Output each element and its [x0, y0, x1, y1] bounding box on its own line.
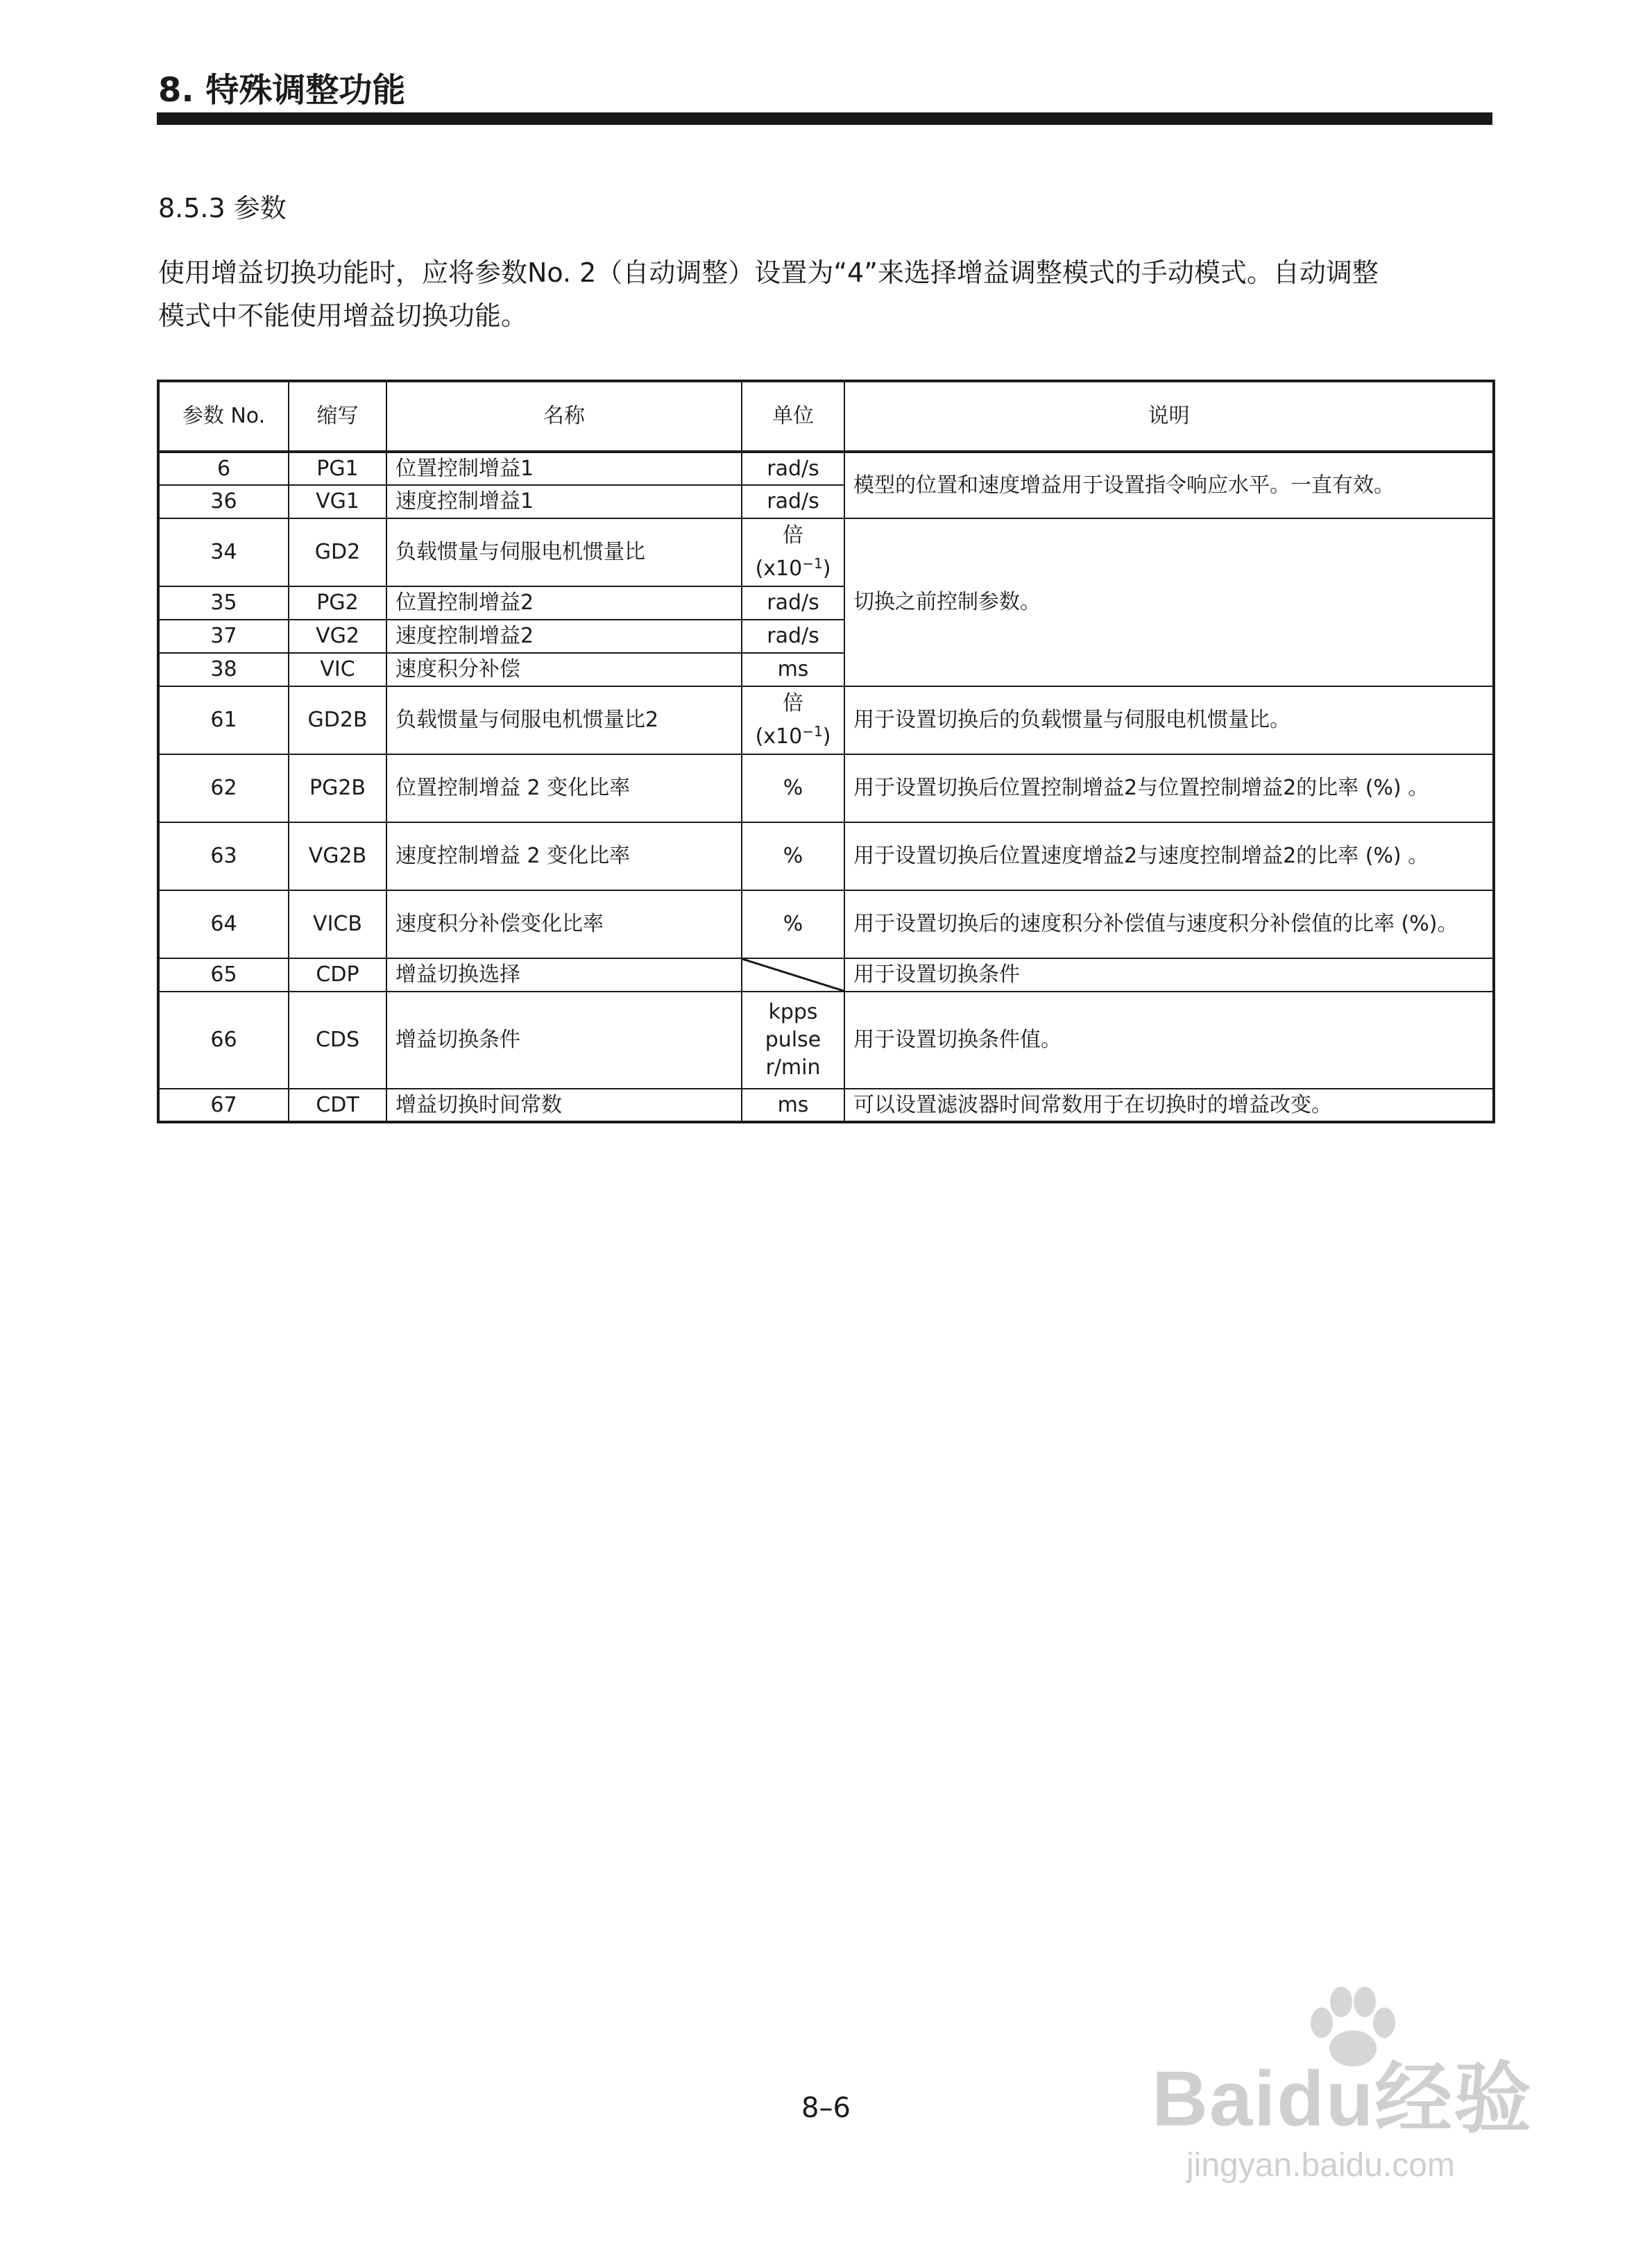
- intro-line-2: 模式中不能使用增益切换功能。: [158, 300, 528, 331]
- param-description: 用于设置切换后的速度积分补偿值与速度积分补偿值的比率 (%)。: [844, 890, 1494, 958]
- param-abbr: VIC: [289, 653, 386, 686]
- param-no: 37: [158, 620, 289, 653]
- param-name: 位置控制增益1: [386, 452, 742, 485]
- header-name: 名称: [386, 381, 742, 452]
- param-unit-not-applicable: [742, 958, 844, 992]
- param-unit: rad/s: [742, 452, 844, 485]
- param-name: 增益切换条件: [386, 992, 742, 1089]
- table-row: [158, 686, 1494, 754]
- param-description: 用于设置切换条件: [844, 958, 1494, 992]
- table-row: [158, 958, 1494, 992]
- param-abbr: CDS: [289, 992, 386, 1089]
- param-no: 64: [158, 890, 289, 958]
- table-row: [158, 518, 1494, 586]
- header-unit: 单位: [742, 381, 844, 452]
- watermark-brand: [1152, 2057, 1533, 2141]
- param-abbr: PG2B: [289, 754, 386, 822]
- param-no: 35: [158, 586, 289, 620]
- param-no: 65: [158, 958, 289, 992]
- unit-exponent: −1: [802, 723, 823, 740]
- param-no: 38: [158, 653, 289, 686]
- param-description: 用于设置切换后位置控制增益2与位置控制增益2的比率 (%) 。: [844, 754, 1494, 822]
- header-description: 说明: [844, 381, 1494, 452]
- param-unit: ms: [742, 1089, 844, 1122]
- param-name: 速度控制增益1: [386, 485, 742, 518]
- intro-paragraph: [158, 251, 1494, 337]
- param-no: 6: [158, 452, 289, 485]
- unit-line: kpps: [768, 1000, 818, 1024]
- param-abbr: CDP: [289, 958, 386, 992]
- unit-line: [751, 717, 835, 751]
- table-row: [158, 754, 1494, 822]
- param-name: 速度控制增益 2 变化比率: [386, 822, 742, 890]
- header-abbreviation: 缩写: [289, 381, 386, 452]
- param-no: 67: [158, 1089, 289, 1122]
- param-no: 62: [158, 754, 289, 822]
- intro-line-1: 使用增益切换功能时，应将参数No. 2（自动调整）设置为“4”来选择增益调整模式的手动模式。自动调整: [158, 257, 1379, 288]
- param-description: 用于设置切换后位置速度增益2与速度控制增益2的比率 (%) 。: [844, 822, 1494, 890]
- param-no: 61: [158, 686, 289, 754]
- unit-base: (x10: [755, 724, 803, 749]
- param-description: 可以设置滤波器时间常数用于在切换时的增益改变。: [844, 1089, 1494, 1122]
- param-abbr: PG2: [289, 586, 386, 620]
- param-name: 增益切换时间常数: [386, 1089, 742, 1122]
- param-unit: %: [742, 754, 844, 822]
- unit-close: ): [822, 724, 831, 749]
- param-abbr: VG2: [289, 620, 386, 653]
- table-row: [158, 992, 1494, 1089]
- unit-line: pulse: [765, 1028, 821, 1052]
- param-unit: rad/s: [742, 620, 844, 653]
- param-unit: rad/s: [742, 485, 844, 518]
- unit-line: [751, 550, 835, 583]
- section-heading: 8.5.3 参数: [158, 193, 287, 223]
- unit-close: ): [822, 557, 831, 581]
- param-no: 66: [158, 992, 289, 1089]
- table-header-row: [158, 381, 1494, 452]
- param-name: 增益切换选择: [386, 958, 742, 992]
- table-row: [158, 890, 1494, 958]
- param-unit: [742, 686, 844, 754]
- chapter-title-rule: [157, 112, 1492, 125]
- header-param-no: 参数 No.: [158, 381, 289, 452]
- param-unit: rad/s: [742, 586, 844, 620]
- unit-exponent: −1: [802, 555, 823, 572]
- table-row: [158, 1089, 1494, 1122]
- param-abbr: CDT: [289, 1089, 386, 1122]
- param-no: 34: [158, 518, 289, 586]
- param-name: 负载惯量与伺服电机惯量比: [386, 518, 742, 586]
- param-description: 模型的位置和速度增益用于设置指令响应水平。一直有效。: [844, 452, 1494, 518]
- param-abbr: VICB: [289, 890, 386, 958]
- param-unit: [742, 992, 844, 1089]
- table-row: [158, 822, 1494, 890]
- param-no: 63: [158, 822, 289, 890]
- watermark-brand-cn: 经验: [1374, 2055, 1533, 2142]
- param-description: 切换之前控制参数。: [844, 518, 1494, 686]
- param-description: 用于设置切换后的负载惯量与伺服电机惯量比。: [844, 686, 1494, 754]
- watermark-url: jingyan.baidu.com: [1186, 2147, 1455, 2184]
- unit-base: (x10: [755, 557, 803, 581]
- param-abbr: VG1: [289, 485, 386, 518]
- param-abbr: GD2: [289, 518, 386, 586]
- page-number: 8–6: [801, 2092, 851, 2124]
- param-no: 36: [158, 485, 289, 518]
- param-abbr: VG2B: [289, 822, 386, 890]
- param-abbr: GD2B: [289, 686, 386, 754]
- parameter-table: [157, 380, 1495, 1123]
- param-unit: [742, 518, 844, 586]
- param-unit: ms: [742, 653, 844, 686]
- unit-line: 倍: [783, 691, 803, 715]
- param-abbr: PG1: [289, 452, 386, 485]
- baidu-jingyan-watermark: [1138, 1985, 1568, 2186]
- param-description: 用于设置切换条件值。: [844, 992, 1494, 1089]
- param-unit: %: [742, 822, 844, 890]
- param-name: 位置控制增益 2 变化比率: [386, 754, 742, 822]
- param-name: 速度积分补偿: [386, 653, 742, 686]
- unit-line: 倍: [783, 523, 803, 547]
- param-name: 位置控制增益2: [386, 586, 742, 620]
- chapter-title: 8. 特殊调整功能: [158, 71, 406, 110]
- param-name: 速度控制增益2: [386, 620, 742, 653]
- unit-line: r/min: [765, 1055, 821, 1080]
- param-name: 负载惯量与伺服电机惯量比2: [386, 686, 742, 754]
- table-row: [158, 452, 1494, 485]
- param-name: 速度积分补偿变化比率: [386, 890, 742, 958]
- param-unit: %: [742, 890, 844, 958]
- watermark-brand-latin: Baidu: [1152, 2055, 1375, 2142]
